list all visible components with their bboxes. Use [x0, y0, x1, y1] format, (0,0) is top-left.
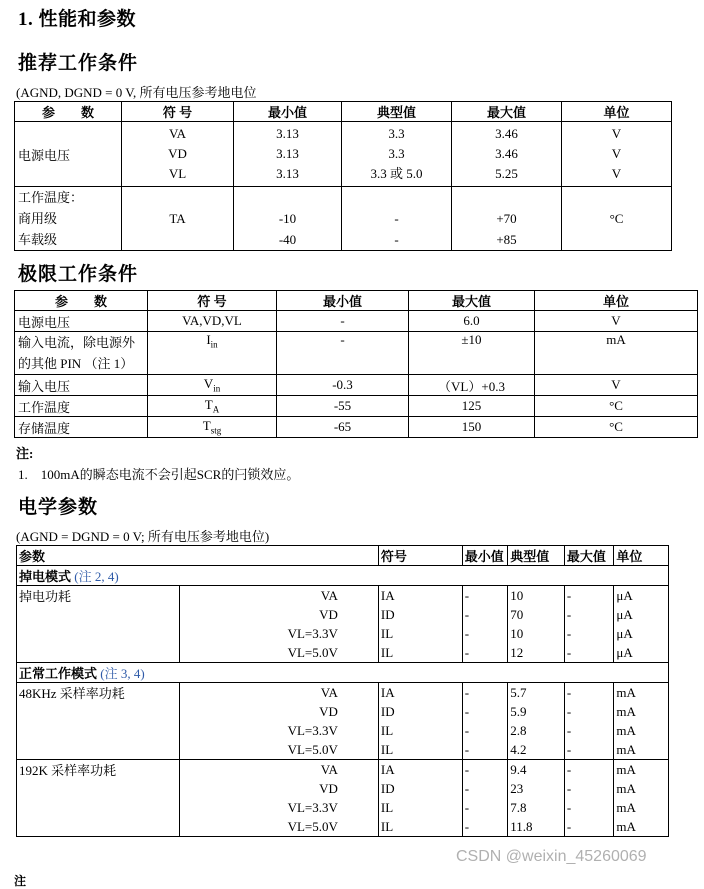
- unit: μA: [614, 643, 669, 663]
- powerdown-title: 掉电模式: [19, 569, 72, 584]
- param-cell: [15, 187, 122, 251]
- min-cell: -0.3: [277, 375, 409, 396]
- max-cell: 150: [409, 417, 535, 438]
- table-row: [17, 702, 669, 721]
- condition: VA: [179, 760, 378, 780]
- max: -: [564, 624, 614, 643]
- header-cell: 参 数: [15, 102, 122, 122]
- table-row: [17, 817, 669, 837]
- symbol-sub: in: [210, 339, 218, 350]
- min: -: [462, 643, 507, 663]
- value: V: [611, 126, 622, 141]
- typ: 12: [508, 643, 565, 663]
- header-cell: 参 数: [15, 291, 148, 311]
- typ: 10: [508, 586, 565, 606]
- value: °C: [609, 211, 624, 226]
- min: -: [462, 721, 507, 740]
- recommended-heading: 推荐工作条件: [18, 53, 139, 74]
- value: -: [394, 232, 399, 247]
- section-row: [17, 663, 669, 683]
- header-cell: 最大值: [452, 102, 562, 122]
- min-cell: -55: [277, 396, 409, 417]
- temp-auto: 车载级: [18, 232, 58, 247]
- header-cell: 符号: [378, 546, 462, 566]
- value: 3.13: [276, 126, 299, 141]
- symbol-sub: stg: [210, 425, 222, 436]
- value: +85: [496, 232, 517, 247]
- unit-cell: [562, 122, 672, 187]
- max: -: [564, 798, 614, 817]
- electrical-heading: 电学参数: [18, 497, 99, 518]
- table-row: [17, 740, 669, 760]
- symbol: I: [206, 332, 211, 347]
- min: -: [462, 605, 507, 624]
- min: -: [462, 779, 507, 798]
- max: -: [564, 605, 614, 624]
- symbol-cell: [122, 187, 234, 251]
- row-label: 192K 采样率功耗: [17, 760, 180, 780]
- condition: VA: [179, 683, 378, 703]
- symbol-sub: in: [213, 383, 221, 394]
- table-header-row: [17, 546, 669, 566]
- min-cell: -: [277, 332, 409, 375]
- symbol-cell: [148, 375, 277, 396]
- table-row: [15, 187, 672, 251]
- symbol-cell: [148, 396, 277, 417]
- unit-cell: [562, 187, 672, 251]
- value: 3.3: [388, 126, 405, 141]
- header-cell: 典型值: [508, 546, 565, 566]
- typ: 2.8: [508, 721, 565, 740]
- header-cell: 最小值: [277, 291, 409, 311]
- condition: VD: [179, 779, 378, 798]
- recommended-table: [14, 101, 672, 251]
- typ: 9.4: [508, 760, 565, 780]
- cut-off-note: 注: [14, 874, 27, 888]
- max-cell: [452, 187, 562, 251]
- typ: 5.9: [508, 702, 565, 721]
- unit: mA: [614, 721, 669, 740]
- condition: VL=3.3V: [179, 721, 378, 740]
- value: -: [394, 211, 399, 226]
- typ: 70: [508, 605, 565, 624]
- symbol: V: [203, 376, 214, 392]
- condition: VD: [179, 702, 378, 721]
- unit: mA: [614, 740, 669, 760]
- symbol: IA: [378, 586, 462, 606]
- normal-title: 正常工作模式: [19, 666, 98, 681]
- header-cell: 单位: [614, 546, 669, 566]
- symbol: IL: [378, 643, 462, 663]
- max: -: [564, 760, 614, 780]
- min: -: [462, 817, 507, 837]
- max: -: [564, 683, 614, 703]
- symbol-va: VA: [168, 126, 187, 141]
- symbol-cell: [148, 417, 277, 438]
- header-cell: 最大值: [409, 291, 535, 311]
- max: -: [564, 740, 614, 760]
- typ: 11.8: [508, 817, 565, 837]
- param-cell: 存储温度: [15, 417, 148, 438]
- symbol-cell: [148, 332, 277, 375]
- symbol-vl: VL: [168, 166, 187, 181]
- condition: VD: [179, 605, 378, 624]
- unit: mA: [614, 779, 669, 798]
- unit-cell: °C: [535, 396, 698, 417]
- unit-cell: V: [535, 311, 698, 332]
- symbol: ID: [378, 605, 462, 624]
- table-row: [17, 624, 669, 643]
- typ: 4.2: [508, 740, 565, 760]
- table-row: [17, 586, 669, 606]
- min: -: [462, 760, 507, 780]
- condition: VL=5.0V: [179, 740, 378, 760]
- typ-cell: [342, 187, 452, 251]
- value: 3.3 或 5.0: [370, 166, 423, 181]
- condition: VL=3.3V: [179, 624, 378, 643]
- symbol: ID: [378, 702, 462, 721]
- header-cell: 典型值: [342, 102, 452, 122]
- section-row: [17, 566, 669, 586]
- symbol: IL: [378, 624, 462, 643]
- header-cell: 参数: [17, 546, 379, 566]
- page-title: 1. 性能和参数: [18, 9, 137, 30]
- typ-cell: [342, 122, 452, 187]
- unit: mA: [614, 798, 669, 817]
- symbol: IA: [378, 683, 462, 703]
- header-cell: 最小值: [234, 102, 342, 122]
- electrical-note: (AGND = DGND = 0 V; 所有电压参考地电位): [16, 529, 270, 544]
- symbol: IL: [378, 740, 462, 760]
- min: -: [462, 740, 507, 760]
- max: -: [564, 586, 614, 606]
- row-label: 掉电功耗: [17, 586, 180, 606]
- recommended-note: (AGND, DGND = 0 V, 所有电压参考地电位: [16, 85, 257, 100]
- unit-cell: mA: [535, 332, 698, 375]
- table-row: [17, 683, 669, 703]
- table-row: [17, 760, 669, 780]
- unit: μA: [614, 624, 669, 643]
- table-row: [15, 311, 698, 332]
- table-row: [15, 396, 698, 417]
- min: -: [462, 702, 507, 721]
- table-header-row: [15, 291, 698, 311]
- condition: VA: [179, 586, 378, 606]
- symbol: T: [202, 418, 211, 434]
- symbol: ID: [378, 779, 462, 798]
- unit: mA: [614, 683, 669, 703]
- max-cell: （VL）+0.3: [409, 375, 535, 396]
- value: TA: [169, 211, 186, 226]
- max-cell: [452, 122, 562, 187]
- table-row: [15, 122, 672, 187]
- header-cell: 单位: [562, 102, 672, 122]
- max: -: [564, 779, 614, 798]
- symbol-cell: [122, 122, 234, 187]
- value: 3.46: [495, 146, 518, 161]
- powerdown-ref-link[interactable]: (注 2, 4): [74, 569, 119, 584]
- value: 3.3: [388, 146, 405, 161]
- electrical-table: [16, 545, 669, 837]
- temp-commercial: 商用级: [18, 211, 58, 226]
- symbol-vd: VD: [168, 146, 187, 161]
- unit: mA: [614, 760, 669, 780]
- table-row: [17, 779, 669, 798]
- temp-label: 工作温度：: [18, 190, 84, 205]
- condition: VL=5.0V: [179, 643, 378, 663]
- param-cell: 输入电压: [15, 375, 148, 396]
- condition: VL=5.0V: [179, 817, 378, 837]
- table-row: [17, 721, 669, 740]
- param-cell: 工作温度: [15, 396, 148, 417]
- typ: 5.7: [508, 683, 565, 703]
- value: V: [611, 146, 622, 161]
- value: 3.46: [495, 126, 518, 141]
- min-cell: [234, 122, 342, 187]
- value: 5.25: [495, 166, 518, 181]
- param-cell: 电源电压: [15, 311, 148, 332]
- row-label: 48KHz 采样率功耗: [17, 683, 180, 703]
- unit: μA: [614, 586, 669, 606]
- value: 3.13: [276, 166, 299, 181]
- value: +70: [496, 211, 517, 226]
- table-row: [17, 798, 669, 817]
- min: -: [462, 683, 507, 703]
- min-cell: -: [277, 311, 409, 332]
- unit: μA: [614, 605, 669, 624]
- symbol: T: [204, 397, 213, 413]
- normal-ref-link[interactable]: (注 3, 4): [100, 666, 145, 681]
- unit-cell: V: [535, 375, 698, 396]
- min: -: [462, 798, 507, 817]
- condition: VL=3.3V: [179, 798, 378, 817]
- unit: mA: [614, 817, 669, 837]
- min: -: [462, 624, 507, 643]
- symbol: IA: [378, 760, 462, 780]
- max: -: [564, 643, 614, 663]
- min-cell: -65: [277, 417, 409, 438]
- unit: mA: [614, 702, 669, 721]
- watermark: CSDN @weixin_45260069: [456, 848, 647, 865]
- max: -: [564, 817, 614, 837]
- value: -40: [278, 232, 297, 247]
- table-row: [15, 332, 698, 375]
- max-cell: 6.0: [409, 311, 535, 332]
- table-row: [17, 643, 669, 663]
- header-cell: 单位: [535, 291, 698, 311]
- absolute-note-text: 1. 100mA的瞬态电流不会引起SCR的闩锁效应。: [18, 467, 300, 482]
- symbol-sub: A: [212, 404, 220, 415]
- unit-cell: °C: [535, 417, 698, 438]
- max-cell: 125: [409, 396, 535, 417]
- param-cell: 输入电流，除电源外的其他 PIN （注 1）: [15, 332, 148, 375]
- symbol: IL: [378, 798, 462, 817]
- table-header-row: [15, 102, 672, 122]
- header-cell: 符 号: [148, 291, 277, 311]
- symbol: IL: [378, 721, 462, 740]
- value: V: [611, 166, 622, 181]
- header-cell: 最小值: [462, 546, 507, 566]
- absolute-note-title: 注:: [16, 446, 34, 461]
- table-row: [15, 417, 698, 438]
- min-cell: [234, 187, 342, 251]
- value: -10: [278, 211, 297, 226]
- value: 3.13: [276, 146, 299, 161]
- max-cell: ±10: [409, 332, 535, 375]
- symbol: VA,VD,VL: [182, 313, 242, 328]
- absolute-heading: 极限工作条件: [18, 264, 139, 285]
- typ: 10: [508, 624, 565, 643]
- header-cell: 符 号: [122, 102, 234, 122]
- max: -: [564, 702, 614, 721]
- min: -: [462, 586, 507, 606]
- param-cell: 电源电压: [15, 122, 122, 187]
- table-row: [15, 375, 698, 396]
- typ: 7.8: [508, 798, 565, 817]
- header-cell: 最大值: [564, 546, 614, 566]
- typ: 23: [508, 779, 565, 798]
- symbol: IL: [378, 817, 462, 837]
- absolute-table: [14, 290, 698, 438]
- max: -: [564, 721, 614, 740]
- table-row: [17, 605, 669, 624]
- symbol-cell: [148, 311, 277, 332]
